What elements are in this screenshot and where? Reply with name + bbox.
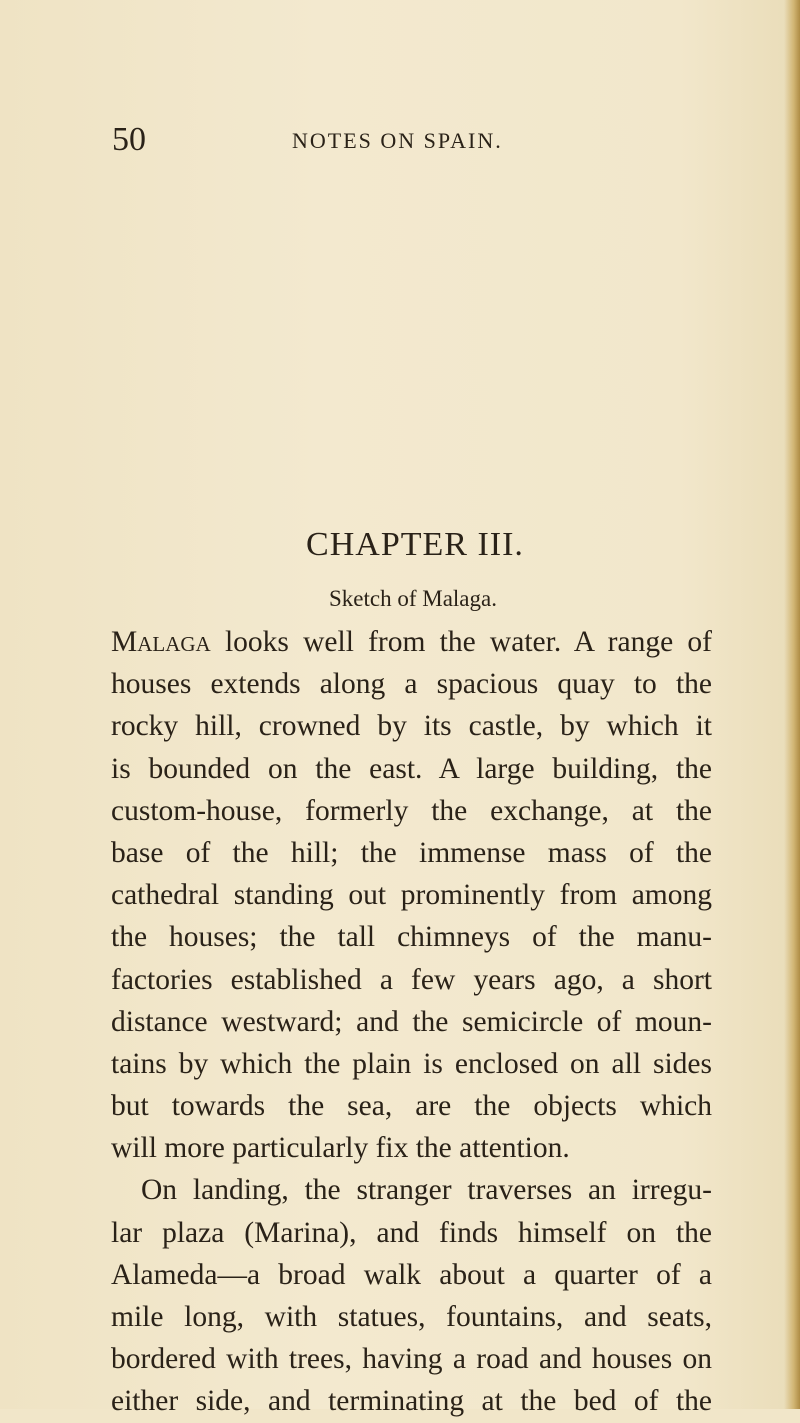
paragraph-start-line: On landing, the stranger traverses an irregu-: [141, 1174, 712, 1207]
text-line: base of the hill; the immense mass of the: [111, 836, 712, 869]
text-line: rocky hill, crowned by its castle, by which it: [111, 710, 712, 743]
paragraph-end-line: will more particularly fix the attention.: [111, 1132, 570, 1165]
chapter-subtitle: Sketch of Malaga.: [329, 586, 497, 611]
text-line: tains by which the plain is enclosed on all sides: [111, 1047, 712, 1080]
text-line: either side, and terminating at the bed of the: [111, 1385, 712, 1418]
text-line: distance westward; and the semicircle of moun-: [111, 1005, 712, 1038]
running-head: [112, 120, 672, 164]
text-line: Alameda—a broad walk about a quarter of a: [111, 1258, 712, 1291]
text-line: but towards the sea, are the objects which: [111, 1090, 712, 1123]
text-line: bordered with trees, having a road and houses on: [111, 1343, 712, 1376]
text-line: [111, 621, 712, 663]
text-line: houses extends along a spacious quay to the: [111, 668, 712, 701]
text-line-content: looks well from the water. A range of: [210, 626, 712, 658]
running-title: NOTES ON SPAIN.: [292, 128, 503, 153]
page-number: 50: [112, 121, 146, 158]
text-line: factories established a few years ago, a short: [111, 963, 712, 996]
page-edge-shadow: [784, 0, 800, 1409]
text-line: cathedral standing out prominently from among: [111, 879, 712, 912]
text-line: mile long, with statues, fountains, and seats,: [111, 1301, 712, 1333]
text-line: lar plaza (Marina), and finds himself on the: [111, 1216, 712, 1249]
chapter-heading: CHAPTER III.: [306, 526, 524, 563]
opening-word: Malaga: [111, 626, 211, 658]
text-line: custom-house, formerly the exchange, at the: [111, 794, 712, 827]
text-line: the houses; the tall chimneys of the manu-: [111, 921, 712, 954]
body-text: [111, 621, 712, 1423]
text-line: is bounded on the east. A large building, the: [111, 752, 712, 785]
